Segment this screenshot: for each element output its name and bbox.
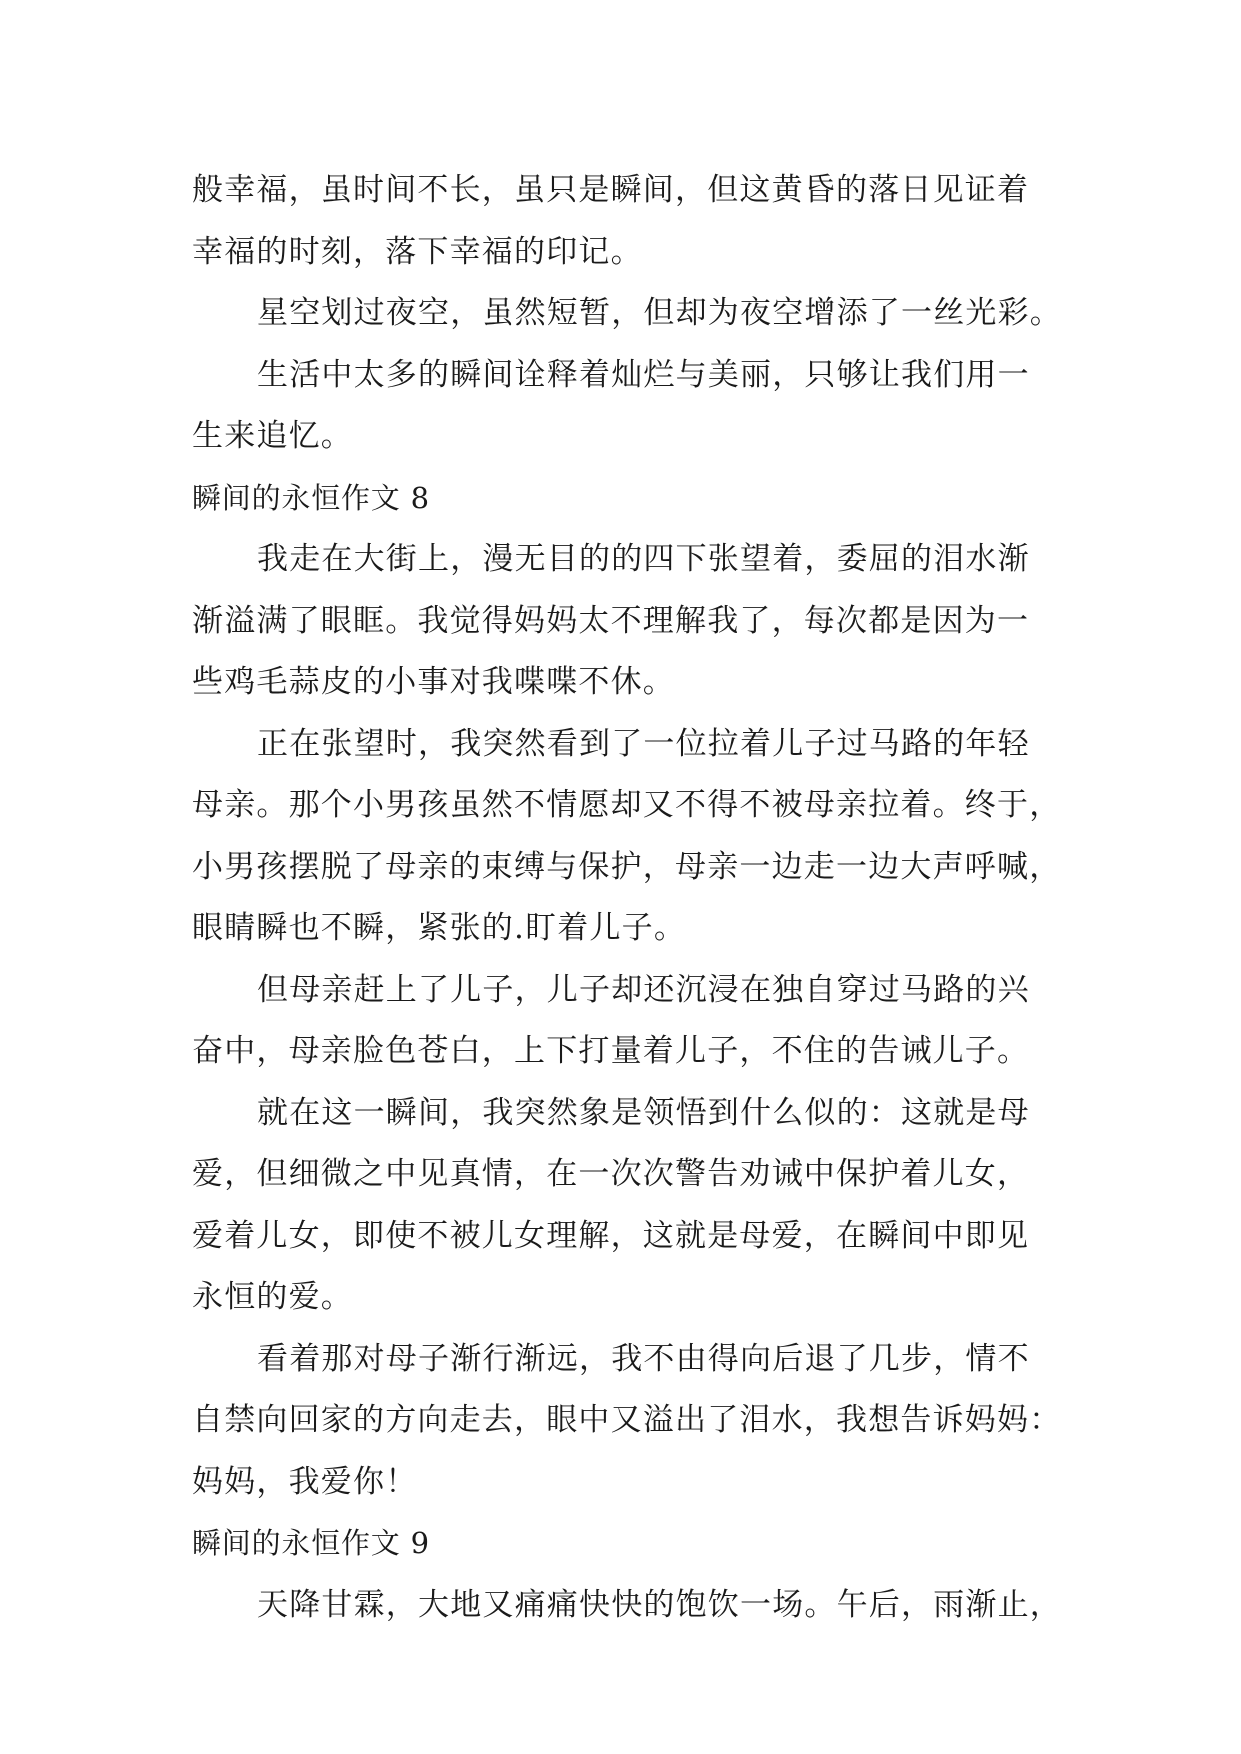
text-line: 小男孩摆脱了母亲的束缚与保护，母亲一边走一边大声呼喊， [192,848,1062,885]
section-heading: 瞬间的永恒作文 9 [192,1526,430,1560]
paragraph [192,529,1050,714]
paragraph [192,1575,1062,1637]
text-line: 天降甘霖，大地又痛痛快快的饱饮一场。午后，雨渐止， [257,1586,1062,1623]
text-line: 但母亲赶上了儿子，儿子却还沉浸在独自穿过马路的兴 [257,971,1030,1008]
text-line: 自禁向回家的方向走去，眼中又溢出了泪水，我想告诉妈妈： [192,1402,1062,1438]
paragraph [192,283,1062,345]
paragraph [192,714,1062,960]
text-line: 生活中太多的瞬间诠释着灿烂与美丽，只够让我们用一 [257,356,1030,393]
text-line: 渐溢满了眼眶。我觉得妈妈太不理解我了，每次都是因为一 [192,602,1030,639]
text-line: 我走在大街上，漫无目的的四下张望着，委屈的泪水渐 [257,541,1030,577]
text-line: 爱，但细微之中见真情，在一次次警告劝诫中保护着儿女， [192,1156,1030,1192]
text-line: 爱着儿女，即使不被儿女理解，这就是母爱，在瞬间中即见 [192,1217,1030,1254]
paragraph [192,160,1050,283]
text-line: 母亲。那个小男孩虽然不情愿却又不得不被母亲拉着。终于， [192,787,1062,823]
document-page [192,160,1062,1636]
text-line: 正在张望时，我突然看到了一位拉着儿子过马路的年轻 [257,725,1030,762]
text-line: 生来追忆。 [192,418,353,454]
text-line: 看着那对母子渐行渐远，我不由得向后退了几步，情不 [257,1340,1030,1377]
text-line: 些鸡毛蒜皮的小事对我喋喋不休。 [192,664,675,700]
text-line: 幸福的时刻，落下幸福的印记。 [192,233,643,270]
text-line: 眼睛瞬也不瞬，紧张的.盯着儿子。 [192,910,687,946]
text-line: 般幸福，虽时间不长，虽只是瞬间，但这黄昏的落日见证着 [192,172,1030,208]
section-heading: 瞬间的永恒作文 8 [192,480,430,515]
text-line: 就在这一瞬间，我突然象是领悟到什么似的：这就是母 [257,1094,1030,1131]
text-line: 星空划过夜空，虽然短暂，但却为夜空增添了一丝光彩。 [257,295,1062,331]
paragraph [192,1329,1062,1514]
paragraph [192,1083,1050,1329]
text-line: 永恒的爱。 [192,1279,353,1315]
paragraph [192,345,1050,468]
paragraph [192,960,1050,1083]
text-line: 妈妈，我爱你！ [192,1463,418,1500]
text-line: 奋中，母亲脸色苍白，上下打量着儿子，不住的告诫儿子。 [192,1033,1030,1069]
